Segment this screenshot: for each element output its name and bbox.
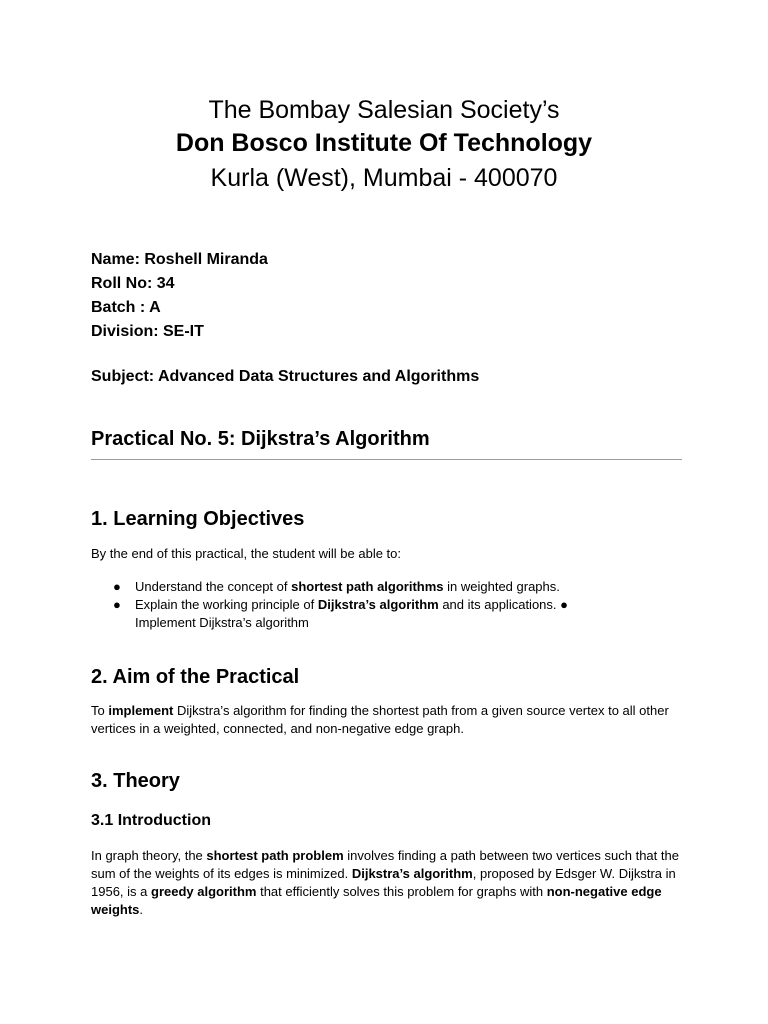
bullet-icon: ● (113, 579, 121, 594)
section-3-1-title: 3.1 Introduction (91, 812, 211, 829)
student-info (91, 248, 268, 344)
practical-title: Practical No. 5: Dijkstra’s Algorithm (91, 428, 430, 450)
society-name: The Bombay Salesian Society’s (208, 96, 560, 124)
section-3-title: 3. Theory (91, 770, 180, 792)
list-item: ● Understand the concept of shortest path algorithms in weighted graphs. (113, 579, 560, 594)
section-1-intro: By the end of this practical, the student will be able to: (91, 546, 402, 561)
section-2-title: 2. Aim of the Practical (91, 666, 300, 688)
subject-line: Subject: Advanced Data Structures and Algorithms (91, 368, 480, 385)
section-2-paragraph: To implement Dijkstra’s algorithm for finding the shortest path from a given source vertex to all other vertices in a weighted, connected, and non-negative edge graph. (91, 703, 669, 736)
institute-location: Kurla (West), Mumbai - 400070 (210, 164, 558, 192)
objectives-list (113, 578, 683, 632)
student-roll: Roll No: 34 (91, 275, 175, 292)
institute-name: Don Bosco Institute Of Technology (175, 129, 593, 157)
bullet-icon: ● (113, 597, 121, 612)
section-3-1-paragraph: In graph theory, the shortest path problem involves finding a path between two vertices such that the sum of the weights of its edges is minimized. Dijkstra’s algorithm, proposed by Edsger W. Dijkstra in 1956, is a greedy algorithm that efficiently solves this problem for graphs with non-negative edge weights. (91, 848, 679, 917)
student-batch: Batch : A (91, 299, 161, 316)
section-1-title: 1. Learning Objectives (91, 508, 305, 530)
horizontal-divider (91, 459, 682, 460)
list-item: ● Explain the working principle of Dijkstra’s algorithm and its applications. ● Implement Dijkstra’s algorithm (113, 597, 568, 630)
student-name: Name: Roshell Miranda (91, 251, 268, 268)
student-division: Division: SE-IT (91, 323, 204, 340)
